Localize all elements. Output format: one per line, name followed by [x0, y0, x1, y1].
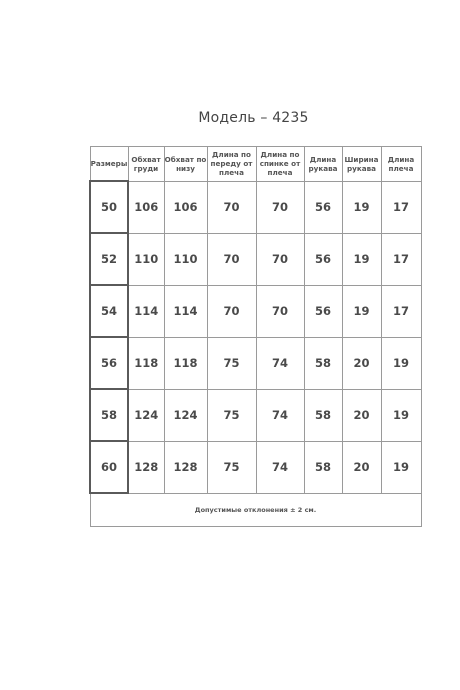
table-row	[90, 389, 421, 441]
table-cell: 70	[256, 181, 304, 233]
size-cell: 56	[90, 337, 128, 389]
table-row	[90, 233, 421, 285]
table-cell: 70	[256, 285, 304, 337]
header-row	[90, 147, 421, 182]
table-row	[90, 285, 421, 337]
size-cell: 54	[90, 285, 128, 337]
table-row	[90, 441, 421, 493]
table-cell: 110	[128, 233, 164, 285]
table-cell: 19	[342, 181, 381, 233]
header-size: Размеры	[90, 147, 128, 182]
table-cell: 74	[256, 441, 304, 493]
table-cell: 75	[207, 441, 256, 493]
table-cell: 128	[128, 441, 164, 493]
table-cell: 20	[342, 441, 381, 493]
table-cell: 114	[128, 285, 164, 337]
table-cell: 58	[304, 441, 342, 493]
size-table	[89, 146, 422, 527]
page-title: Модель – 4235	[198, 110, 309, 126]
table-cell: 70	[207, 233, 256, 285]
table-cell: 56	[304, 285, 342, 337]
table-cell: 74	[256, 389, 304, 441]
table-cell: 19	[381, 389, 421, 441]
table-cell: 118	[128, 337, 164, 389]
table-cell: 128	[164, 441, 207, 493]
table-cell: 17	[381, 233, 421, 285]
table-cell: 19	[342, 233, 381, 285]
table-cell: 114	[164, 285, 207, 337]
table-cell: 70	[207, 285, 256, 337]
table-cell: 20	[342, 389, 381, 441]
header-hem: Обхват по низу	[164, 147, 207, 182]
table-cell: 106	[128, 181, 164, 233]
size-cell: 52	[90, 233, 128, 285]
table-cell: 118	[164, 337, 207, 389]
table-cell: 70	[256, 233, 304, 285]
table-cell: 56	[304, 233, 342, 285]
size-cell: 58	[90, 389, 128, 441]
table-cell: 58	[304, 337, 342, 389]
table-cell: 19	[342, 285, 381, 337]
table-cell: 75	[207, 389, 256, 441]
header-sleeve-length: Длина рукава	[304, 147, 342, 182]
table-cell: 74	[256, 337, 304, 389]
header-sleeve-width: Ширина рукава	[342, 147, 381, 182]
table-cell: 58	[304, 389, 342, 441]
table-row	[90, 181, 421, 233]
header-chest: Обхват груди	[128, 147, 164, 182]
table-cell: 110	[164, 233, 207, 285]
table-cell: 20	[342, 337, 381, 389]
table-cell: 124	[128, 389, 164, 441]
header-back-length: Длина по спинке от плеча	[256, 147, 304, 182]
tolerance-note: Допустимые отклонения ± 2 см.	[90, 493, 421, 527]
table-cell: 19	[381, 441, 421, 493]
note-row	[90, 493, 421, 527]
header-front-length: Длина по переду от плеча	[207, 147, 256, 182]
table-cell: 106	[164, 181, 207, 233]
table-cell: 17	[381, 285, 421, 337]
size-cell: 50	[90, 181, 128, 233]
table-cell: 19	[381, 337, 421, 389]
table-cell: 17	[381, 181, 421, 233]
table-cell: 75	[207, 337, 256, 389]
table-cell: 70	[207, 181, 256, 233]
table-row	[90, 337, 421, 389]
size-cell: 60	[90, 441, 128, 493]
table-cell: 56	[304, 181, 342, 233]
table-cell: 124	[164, 389, 207, 441]
header-shoulder-length: Длина плеча	[381, 147, 421, 182]
